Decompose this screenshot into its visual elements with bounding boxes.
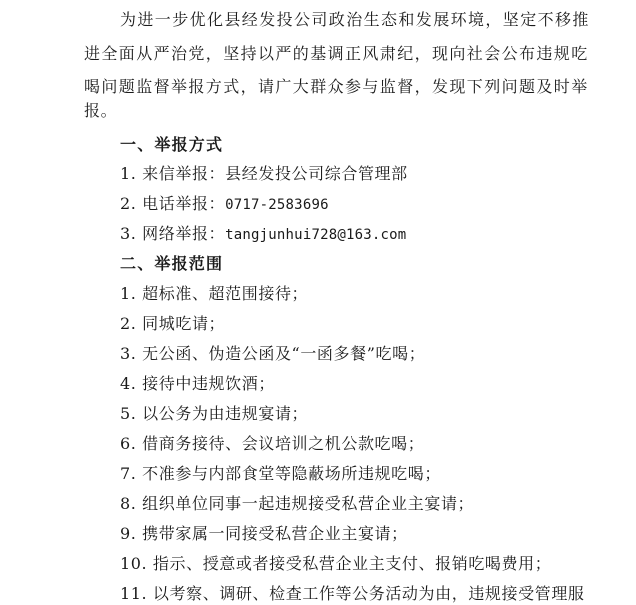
intro-paragraph-line-1: 为进一步优化县经发投公司政治生态和发展环境，坚定不移推 — [120, 10, 590, 29]
scope-item: 1. 超标准、超范围接待； — [120, 284, 309, 303]
scope-item: 2. 同城吃请； — [120, 314, 226, 333]
report-method-mail-value: 县经发投公司综合管理部 — [225, 164, 408, 183]
report-method-mail-label: 1. 来信举报： — [120, 164, 226, 183]
scope-item: 3. 无公函、伪造公函及“一函多餐”吃喝； — [120, 344, 426, 363]
scope-item: 4. 接待中违规饮酒； — [120, 374, 275, 393]
scope-item: 6. 借商务接待、会议培训之机公款吃喝； — [120, 434, 425, 453]
intro-paragraph-line-3: 喝问题监督举报方式，请广大群众参与监督，发现下列问题及时举 — [84, 77, 589, 96]
report-method-mail — [120, 164, 408, 184]
report-method-phone-value: 0717-2583696 — [225, 197, 329, 213]
scope-item: 11. 以考察、调研、检查工作等公务活动为由，违规接受管理服 — [120, 584, 585, 603]
intro-paragraph-line-4: 报。 — [84, 101, 118, 120]
section-heading-report-methods: 一、举报方式 — [120, 135, 224, 154]
scope-item: 7. 不准参与内部食堂等隐蔽场所违规吃喝； — [120, 464, 441, 483]
section-heading-report-scope: 二、举报范围 — [120, 254, 224, 273]
report-method-email-label: 3. 网络举报： — [120, 224, 226, 243]
report-method-phone — [120, 194, 329, 215]
report-method-email — [120, 224, 406, 245]
scope-item: 8. 组织单位同事一起违规接受私营企业主宴请； — [120, 494, 475, 513]
intro-paragraph-line-2: 进全面从严治党，坚持以严的基调正风肃纪，现向社会公布违规吃 — [84, 44, 589, 63]
scope-item: 9. 携带家属一同接受私营企业主宴请； — [120, 524, 408, 543]
report-method-phone-label: 2. 电话举报： — [120, 194, 226, 213]
report-method-email-value: tangjunhui728@163.com — [225, 227, 407, 243]
scope-item: 5. 以公务为由违规宴请； — [120, 404, 309, 423]
scope-item: 10. 指示、授意或者接受私营企业主支付、报销吃喝费用； — [120, 554, 552, 573]
